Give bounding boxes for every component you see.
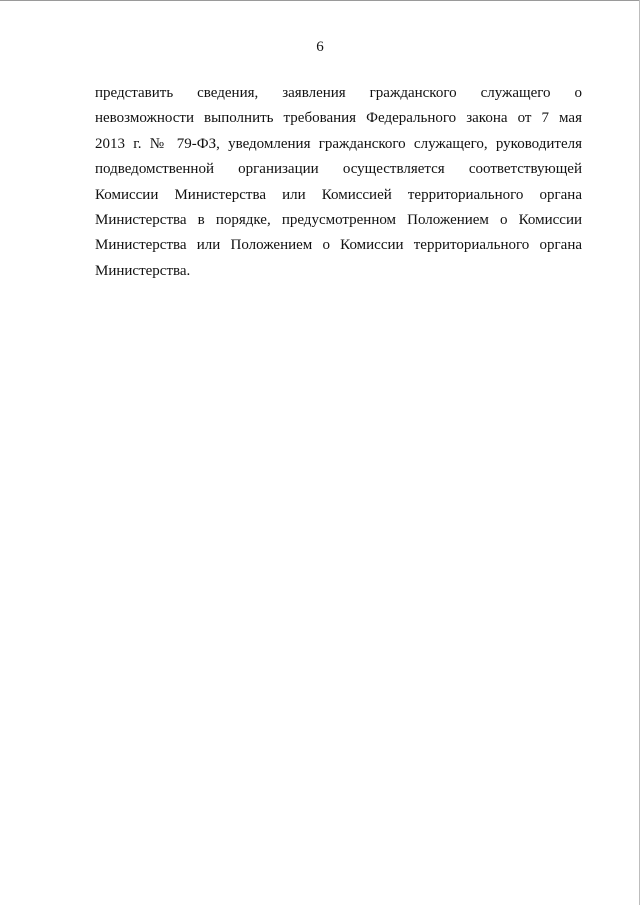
paragraph-line: представить сведения, заявления гражданского служащего о [95,85,582,101]
paragraph-line: Министерства в порядке, предусмотренном Положением о Комиссии [95,211,582,228]
paragraph-line: Министерства или Положением о Комиссии территориального органа [95,237,582,254]
body-paragraph [95,81,582,284]
paragraph-line: Комиссии Министерства или Комиссией территориального органа [95,186,582,203]
paragraph-line: Министерства. [95,262,191,279]
paragraph-line: 2013 г. № 79-ФЗ, уведомления гражданского служащего, руководителя [95,135,582,152]
paragraph-line: невозможности выполнить требования Федерального закона от 7 мая [95,110,582,127]
paragraph-line: подведомственной организации осуществляется соответствующей [95,161,582,178]
page-number: 6 [316,39,324,55]
scan-edge-top [0,0,640,1]
